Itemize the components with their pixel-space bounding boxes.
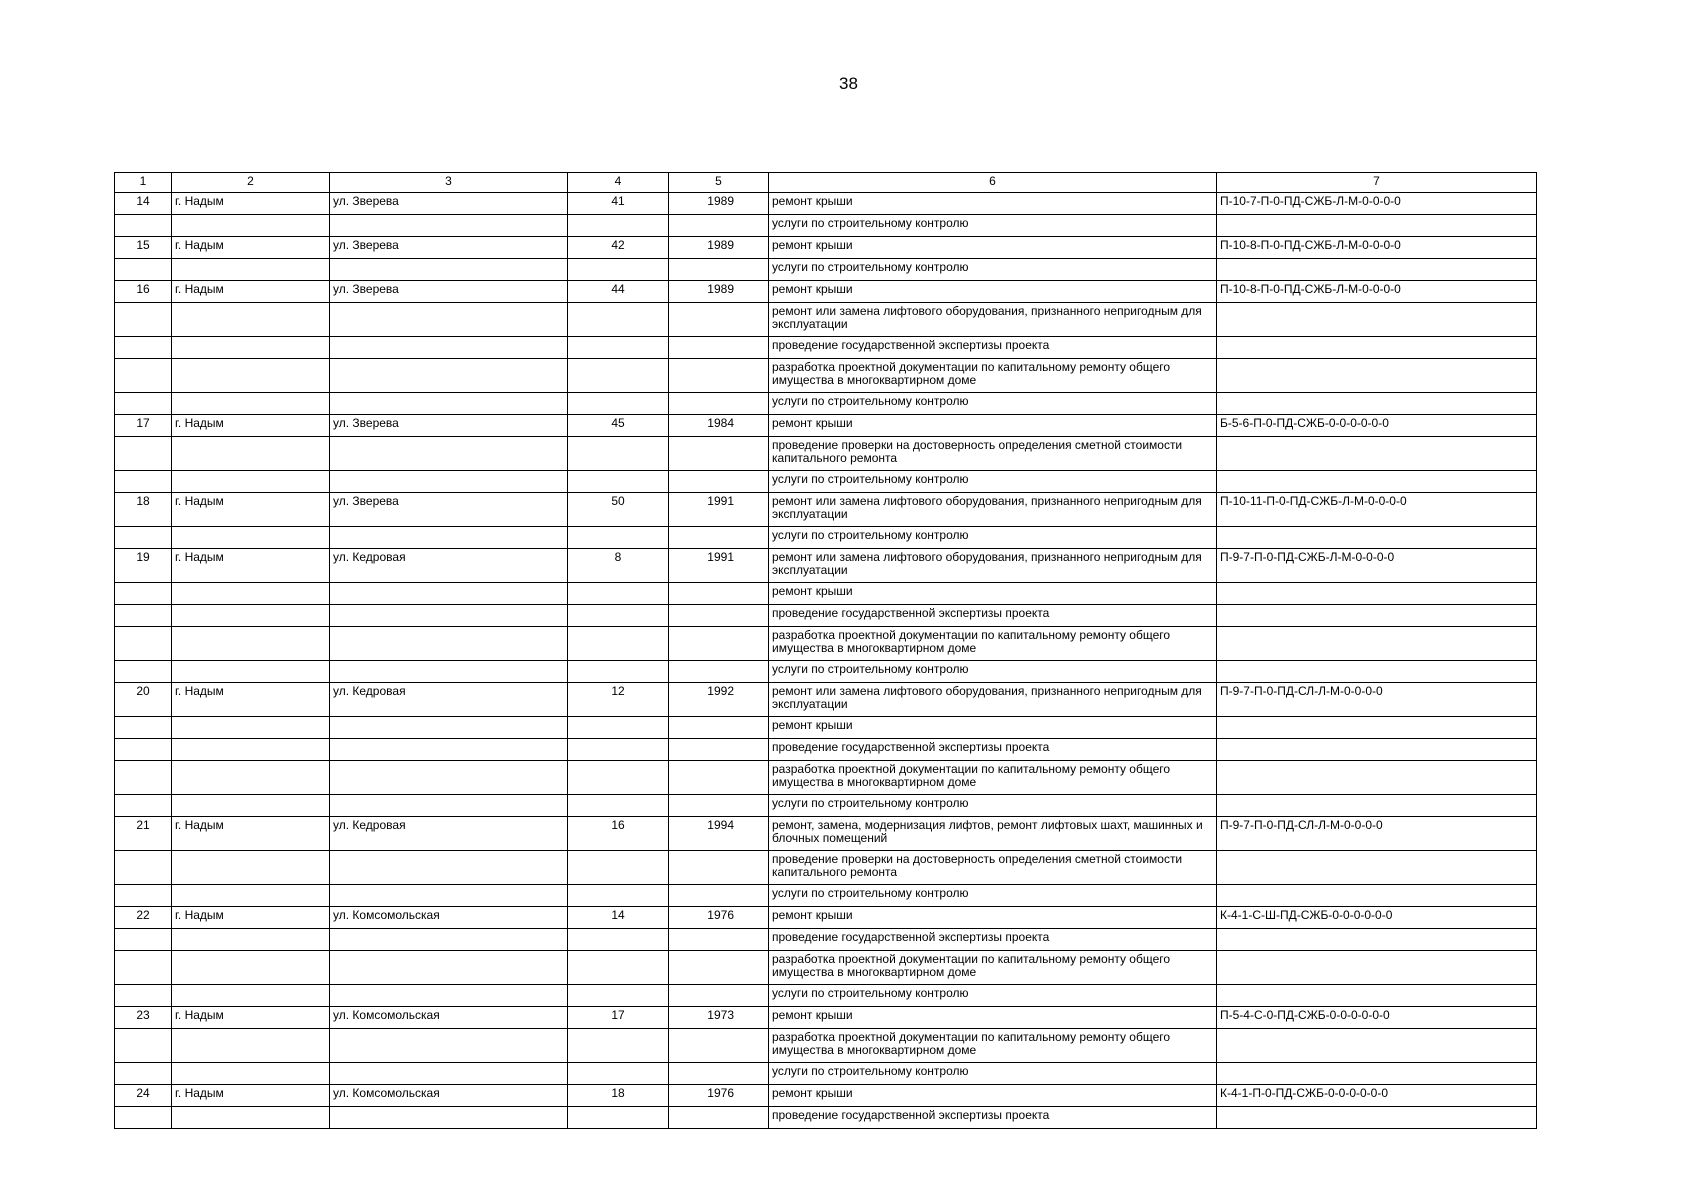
street-cell bbox=[330, 627, 568, 661]
year-cell bbox=[669, 393, 769, 415]
work-type-cell: ремонт крыши bbox=[769, 193, 1217, 215]
house-number-cell bbox=[568, 583, 669, 605]
row-number-cell bbox=[115, 583, 172, 605]
work-type-cell: услуги по строительному контролю bbox=[769, 471, 1217, 493]
house-number-cell: 17 bbox=[568, 1007, 669, 1029]
work-type-cell: ремонт крыши bbox=[769, 583, 1217, 605]
building-code-cell bbox=[1217, 929, 1537, 951]
city-cell bbox=[172, 851, 330, 885]
year-cell: 1989 bbox=[669, 281, 769, 303]
house-number-cell: 41 bbox=[568, 193, 669, 215]
street-cell bbox=[330, 795, 568, 817]
row-number-cell bbox=[115, 1029, 172, 1063]
building-code-cell: П-9-7-П-0-ПД-СЛ-Л-М-0-0-0-0 bbox=[1217, 683, 1537, 717]
table-row bbox=[115, 303, 1537, 337]
table-row bbox=[115, 907, 1537, 929]
year-cell bbox=[669, 471, 769, 493]
column-header: 4 bbox=[568, 173, 669, 193]
house-number-cell bbox=[568, 627, 669, 661]
year-cell bbox=[669, 583, 769, 605]
city-cell bbox=[172, 259, 330, 281]
street-cell bbox=[330, 929, 568, 951]
table-row bbox=[115, 193, 1537, 215]
city-cell bbox=[172, 359, 330, 393]
table-row bbox=[115, 1085, 1537, 1107]
table-row bbox=[115, 605, 1537, 627]
building-code-cell: К-4-1-С-Ш-ПД-СЖБ-0-0-0-0-0-0 bbox=[1217, 907, 1537, 929]
house-number-cell bbox=[568, 795, 669, 817]
house-number-cell bbox=[568, 739, 669, 761]
building-code-cell bbox=[1217, 717, 1537, 739]
row-number-cell bbox=[115, 795, 172, 817]
building-code-cell bbox=[1217, 951, 1537, 985]
table-row bbox=[115, 215, 1537, 237]
city-cell bbox=[172, 393, 330, 415]
table-row bbox=[115, 549, 1537, 583]
work-type-cell: ремонт крыши bbox=[769, 717, 1217, 739]
house-number-cell bbox=[568, 761, 669, 795]
city-cell bbox=[172, 885, 330, 907]
street-cell bbox=[330, 437, 568, 471]
table-row bbox=[115, 717, 1537, 739]
row-number-cell bbox=[115, 761, 172, 795]
year-cell bbox=[669, 627, 769, 661]
city-cell bbox=[172, 1107, 330, 1129]
street-cell bbox=[330, 951, 568, 985]
street-cell bbox=[330, 259, 568, 281]
table-row bbox=[115, 951, 1537, 985]
street-cell bbox=[330, 393, 568, 415]
table-row bbox=[115, 281, 1537, 303]
house-number-cell bbox=[568, 851, 669, 885]
work-type-cell: услуги по строительному контролю bbox=[769, 1063, 1217, 1085]
street-cell bbox=[330, 471, 568, 493]
work-type-cell: ремонт или замена лифтового оборудования, признанного непригодным для эксплуатации bbox=[769, 683, 1217, 717]
table-row bbox=[115, 761, 1537, 795]
table-row bbox=[115, 237, 1537, 259]
year-cell: 1976 bbox=[669, 907, 769, 929]
house-number-cell: 44 bbox=[568, 281, 669, 303]
building-code-cell: Б-5-6-П-0-ПД-СЖБ-0-0-0-0-0-0 bbox=[1217, 415, 1537, 437]
building-code-cell bbox=[1217, 661, 1537, 683]
table-row bbox=[115, 437, 1537, 471]
table-row bbox=[115, 627, 1537, 661]
city-cell bbox=[172, 661, 330, 683]
building-code-cell bbox=[1217, 393, 1537, 415]
year-cell bbox=[669, 929, 769, 951]
row-number-cell bbox=[115, 1063, 172, 1085]
city-cell bbox=[172, 337, 330, 359]
street-cell bbox=[330, 985, 568, 1007]
house-number-cell bbox=[568, 1029, 669, 1063]
work-type-cell: ремонт крыши bbox=[769, 1007, 1217, 1029]
building-code-cell: П-9-7-П-0-ПД-СЛ-Л-М-0-0-0-0 bbox=[1217, 817, 1537, 851]
building-code-cell bbox=[1217, 851, 1537, 885]
city-cell bbox=[172, 605, 330, 627]
year-cell bbox=[669, 337, 769, 359]
table-row bbox=[115, 1007, 1537, 1029]
street-cell bbox=[330, 605, 568, 627]
work-type-cell: ремонт или замена лифтового оборудования, признанного непригодным для эксплуатации bbox=[769, 493, 1217, 527]
table-body bbox=[115, 193, 1537, 1129]
table-row bbox=[115, 1029, 1537, 1063]
year-cell bbox=[669, 951, 769, 985]
year-cell bbox=[669, 985, 769, 1007]
house-number-cell bbox=[568, 393, 669, 415]
row-number-cell bbox=[115, 393, 172, 415]
building-code-cell bbox=[1217, 1029, 1537, 1063]
building-code-cell: П-10-7-П-0-ПД-СЖБ-Л-М-0-0-0-0 bbox=[1217, 193, 1537, 215]
street-cell bbox=[330, 885, 568, 907]
city-cell: г. Надым bbox=[172, 683, 330, 717]
row-number-cell: 20 bbox=[115, 683, 172, 717]
building-code-cell: П-9-7-П-0-ПД-СЖБ-Л-М-0-0-0-0 bbox=[1217, 549, 1537, 583]
work-type-cell: разработка проектной документации по капитальному ремонту общего имущества в многоквартирном доме bbox=[769, 359, 1217, 393]
building-code-cell bbox=[1217, 437, 1537, 471]
building-code-cell bbox=[1217, 885, 1537, 907]
year-cell bbox=[669, 259, 769, 281]
city-cell: г. Надым bbox=[172, 907, 330, 929]
year-cell: 1989 bbox=[669, 193, 769, 215]
year-cell bbox=[669, 661, 769, 683]
street-cell bbox=[330, 851, 568, 885]
row-number-cell bbox=[115, 1107, 172, 1129]
house-number-cell bbox=[568, 929, 669, 951]
row-number-cell bbox=[115, 471, 172, 493]
row-number-cell: 21 bbox=[115, 817, 172, 851]
house-number-cell bbox=[568, 337, 669, 359]
building-code-cell bbox=[1217, 795, 1537, 817]
house-number-cell bbox=[568, 527, 669, 549]
year-cell bbox=[669, 1107, 769, 1129]
row-number-cell: 14 bbox=[115, 193, 172, 215]
register-table bbox=[114, 172, 1537, 1129]
row-number-cell: 22 bbox=[115, 907, 172, 929]
street-cell bbox=[330, 739, 568, 761]
row-number-cell bbox=[115, 851, 172, 885]
street-cell bbox=[330, 1107, 568, 1129]
work-type-cell: услуги по строительному контролю bbox=[769, 985, 1217, 1007]
work-type-cell: разработка проектной документации по капитальному ремонту общего имущества в многоквартирном доме bbox=[769, 951, 1217, 985]
year-cell bbox=[669, 527, 769, 549]
building-code-cell bbox=[1217, 259, 1537, 281]
city-cell bbox=[172, 583, 330, 605]
work-type-cell: услуги по строительному контролю bbox=[769, 215, 1217, 237]
year-cell bbox=[669, 885, 769, 907]
street-cell bbox=[330, 761, 568, 795]
street-cell: ул. Зверева bbox=[330, 237, 568, 259]
house-number-cell bbox=[568, 885, 669, 907]
building-code-cell bbox=[1217, 1063, 1537, 1085]
city-cell bbox=[172, 795, 330, 817]
building-code-cell: П-10-11-П-0-ПД-СЖБ-Л-М-0-0-0-0 bbox=[1217, 493, 1537, 527]
row-number-cell bbox=[115, 951, 172, 985]
street-cell: ул. Зверева bbox=[330, 281, 568, 303]
table-row bbox=[115, 1063, 1537, 1085]
street-cell bbox=[330, 661, 568, 683]
header-row bbox=[115, 173, 1537, 193]
house-number-cell bbox=[568, 661, 669, 683]
city-cell bbox=[172, 303, 330, 337]
building-code-cell: П-10-8-П-0-ПД-СЖБ-Л-М-0-0-0-0 bbox=[1217, 281, 1537, 303]
house-number-cell bbox=[568, 717, 669, 739]
house-number-cell: 50 bbox=[568, 493, 669, 527]
page-number: 38 bbox=[839, 74, 858, 93]
work-type-cell: ремонт крыши bbox=[769, 907, 1217, 929]
city-cell: г. Надым bbox=[172, 415, 330, 437]
street-cell bbox=[330, 1063, 568, 1085]
row-number-cell bbox=[115, 739, 172, 761]
street-cell bbox=[330, 215, 568, 237]
city-cell bbox=[172, 437, 330, 471]
building-code-cell bbox=[1217, 985, 1537, 1007]
work-type-cell: ремонт крыши bbox=[769, 237, 1217, 259]
house-number-cell: 16 bbox=[568, 817, 669, 851]
house-number-cell bbox=[568, 303, 669, 337]
work-type-cell: услуги по строительному контролю bbox=[769, 795, 1217, 817]
street-cell: ул. Кедровая bbox=[330, 683, 568, 717]
street-cell bbox=[330, 359, 568, 393]
work-type-cell: ремонт крыши bbox=[769, 1085, 1217, 1107]
row-number-cell: 15 bbox=[115, 237, 172, 259]
row-number-cell: 17 bbox=[115, 415, 172, 437]
year-cell bbox=[669, 795, 769, 817]
building-code-cell bbox=[1217, 303, 1537, 337]
year-cell bbox=[669, 1063, 769, 1085]
house-number-cell: 42 bbox=[568, 237, 669, 259]
house-number-cell bbox=[568, 471, 669, 493]
street-cell: ул. Кедровая bbox=[330, 817, 568, 851]
table-row bbox=[115, 527, 1537, 549]
year-cell bbox=[669, 359, 769, 393]
street-cell: ул. Зверева bbox=[330, 193, 568, 215]
table-row bbox=[115, 683, 1537, 717]
city-cell bbox=[172, 1029, 330, 1063]
row-number-cell bbox=[115, 929, 172, 951]
work-type-cell: ремонт или замена лифтового оборудования, признанного непригодным для эксплуатации bbox=[769, 303, 1217, 337]
table-row bbox=[115, 817, 1537, 851]
work-type-cell: услуги по строительному контролю bbox=[769, 885, 1217, 907]
table-row bbox=[115, 851, 1537, 885]
work-type-cell: проведение проверки на достоверность определения сметной стоимости капитального ремонта bbox=[769, 851, 1217, 885]
row-number-cell bbox=[115, 527, 172, 549]
work-type-cell: ремонт крыши bbox=[769, 415, 1217, 437]
house-number-cell bbox=[568, 359, 669, 393]
building-code-cell bbox=[1217, 215, 1537, 237]
house-number-cell: 18 bbox=[568, 1085, 669, 1107]
building-code-cell bbox=[1217, 583, 1537, 605]
table-row bbox=[115, 493, 1537, 527]
work-type-cell: ремонт крыши bbox=[769, 281, 1217, 303]
row-number-cell bbox=[115, 303, 172, 337]
table-row bbox=[115, 661, 1537, 683]
work-type-cell: услуги по строительному контролю bbox=[769, 527, 1217, 549]
building-code-cell bbox=[1217, 471, 1537, 493]
house-number-cell: 8 bbox=[568, 549, 669, 583]
city-cell: г. Надым bbox=[172, 493, 330, 527]
house-number-cell bbox=[568, 951, 669, 985]
house-number-cell bbox=[568, 215, 669, 237]
year-cell bbox=[669, 303, 769, 337]
year-cell: 1984 bbox=[669, 415, 769, 437]
year-cell: 1991 bbox=[669, 493, 769, 527]
street-cell bbox=[330, 303, 568, 337]
year-cell bbox=[669, 1029, 769, 1063]
table-row bbox=[115, 415, 1537, 437]
year-cell: 1992 bbox=[669, 683, 769, 717]
house-number-cell bbox=[568, 437, 669, 471]
row-number-cell bbox=[115, 661, 172, 683]
row-number-cell bbox=[115, 605, 172, 627]
row-number-cell bbox=[115, 885, 172, 907]
row-number-cell: 23 bbox=[115, 1007, 172, 1029]
work-type-cell: услуги по строительному контролю bbox=[769, 393, 1217, 415]
table-row bbox=[115, 985, 1537, 1007]
street-cell bbox=[330, 1029, 568, 1063]
row-number-cell bbox=[115, 215, 172, 237]
table-row bbox=[115, 471, 1537, 493]
year-cell: 1973 bbox=[669, 1007, 769, 1029]
column-header: 6 bbox=[769, 173, 1217, 193]
work-type-cell: проведение государственной экспертизы проекта bbox=[769, 337, 1217, 359]
work-type-cell: разработка проектной документации по капитальному ремонту общего имущества в многоквартирном доме bbox=[769, 761, 1217, 795]
street-cell bbox=[330, 527, 568, 549]
row-number-cell: 19 bbox=[115, 549, 172, 583]
work-type-cell: проведение государственной экспертизы проекта bbox=[769, 605, 1217, 627]
table-row bbox=[115, 739, 1537, 761]
row-number-cell bbox=[115, 627, 172, 661]
building-code-cell: П-10-8-П-0-ПД-СЖБ-Л-М-0-0-0-0 bbox=[1217, 237, 1537, 259]
building-code-cell bbox=[1217, 739, 1537, 761]
street-cell: ул. Комсомольская bbox=[330, 1085, 568, 1107]
work-type-cell: разработка проектной документации по капитальному ремонту общего имущества в многоквартирном доме bbox=[769, 1029, 1217, 1063]
city-cell bbox=[172, 1063, 330, 1085]
city-cell: г. Надым bbox=[172, 1007, 330, 1029]
table-row bbox=[115, 359, 1537, 393]
street-cell: ул. Зверева bbox=[330, 493, 568, 527]
work-type-cell: услуги по строительному контролю bbox=[769, 259, 1217, 281]
city-cell bbox=[172, 929, 330, 951]
work-type-cell: услуги по строительному контролю bbox=[769, 661, 1217, 683]
city-cell: г. Надым bbox=[172, 237, 330, 259]
house-number-cell bbox=[568, 1063, 669, 1085]
building-code-cell: П-5-4-С-0-ПД-СЖБ-0-0-0-0-0-0 bbox=[1217, 1007, 1537, 1029]
building-code-cell: К-4-1-П-0-ПД-СЖБ-0-0-0-0-0-0 bbox=[1217, 1085, 1537, 1107]
year-cell: 1994 bbox=[669, 817, 769, 851]
year-cell bbox=[669, 717, 769, 739]
year-cell: 1976 bbox=[669, 1085, 769, 1107]
building-code-cell bbox=[1217, 1107, 1537, 1129]
year-cell bbox=[669, 761, 769, 795]
building-code-cell bbox=[1217, 527, 1537, 549]
row-number-cell bbox=[115, 985, 172, 1007]
work-type-cell: проведение проверки на достоверность определения сметной стоимости капитального ремонта bbox=[769, 437, 1217, 471]
table-row bbox=[115, 795, 1537, 817]
row-number-cell: 16 bbox=[115, 281, 172, 303]
building-code-cell bbox=[1217, 359, 1537, 393]
row-number-cell bbox=[115, 437, 172, 471]
city-cell bbox=[172, 527, 330, 549]
street-cell bbox=[330, 337, 568, 359]
city-cell bbox=[172, 761, 330, 795]
work-type-cell: проведение государственной экспертизы проекта bbox=[769, 739, 1217, 761]
column-header: 5 bbox=[669, 173, 769, 193]
year-cell bbox=[669, 215, 769, 237]
house-number-cell: 14 bbox=[568, 907, 669, 929]
table-row bbox=[115, 1107, 1537, 1129]
city-cell bbox=[172, 739, 330, 761]
city-cell: г. Надым bbox=[172, 817, 330, 851]
table-row bbox=[115, 583, 1537, 605]
street-cell: ул. Комсомольская bbox=[330, 1007, 568, 1029]
table-row bbox=[115, 393, 1537, 415]
year-cell bbox=[669, 437, 769, 471]
city-cell bbox=[172, 471, 330, 493]
row-number-cell: 18 bbox=[115, 493, 172, 527]
year-cell: 1991 bbox=[669, 549, 769, 583]
house-number-cell: 12 bbox=[568, 683, 669, 717]
work-type-cell: разработка проектной документации по капитальному ремонту общего имущества в многоквартирном доме bbox=[769, 627, 1217, 661]
street-cell: ул. Кедровая bbox=[330, 549, 568, 583]
street-cell: ул. Комсомольская bbox=[330, 907, 568, 929]
house-number-cell bbox=[568, 605, 669, 627]
city-cell bbox=[172, 627, 330, 661]
building-code-cell bbox=[1217, 761, 1537, 795]
house-number-cell bbox=[568, 259, 669, 281]
column-header: 7 bbox=[1217, 173, 1537, 193]
row-number-cell bbox=[115, 337, 172, 359]
row-number-cell: 24 bbox=[115, 1085, 172, 1107]
house-number-cell bbox=[568, 985, 669, 1007]
street-cell bbox=[330, 583, 568, 605]
city-cell: г. Надым bbox=[172, 1085, 330, 1107]
street-cell bbox=[330, 717, 568, 739]
work-type-cell: проведение государственной экспертизы проекта bbox=[769, 1107, 1217, 1129]
year-cell bbox=[669, 739, 769, 761]
city-cell bbox=[172, 215, 330, 237]
row-number-cell bbox=[115, 259, 172, 281]
row-number-cell bbox=[115, 359, 172, 393]
column-header: 2 bbox=[172, 173, 330, 193]
city-cell bbox=[172, 951, 330, 985]
table-row bbox=[115, 885, 1537, 907]
building-code-cell bbox=[1217, 337, 1537, 359]
row-number-cell bbox=[115, 717, 172, 739]
city-cell: г. Надым bbox=[172, 281, 330, 303]
building-code-cell bbox=[1217, 627, 1537, 661]
work-type-cell: ремонт или замена лифтового оборудования, признанного непригодным для эксплуатации bbox=[769, 549, 1217, 583]
table-row bbox=[115, 259, 1537, 281]
house-number-cell: 45 bbox=[568, 415, 669, 437]
work-type-cell: проведение государственной экспертизы проекта bbox=[769, 929, 1217, 951]
street-cell: ул. Зверева bbox=[330, 415, 568, 437]
table-row bbox=[115, 337, 1537, 359]
year-cell: 1989 bbox=[669, 237, 769, 259]
year-cell bbox=[669, 851, 769, 885]
city-cell bbox=[172, 717, 330, 739]
building-code-cell bbox=[1217, 605, 1537, 627]
table-row bbox=[115, 929, 1537, 951]
column-header: 1 bbox=[115, 173, 172, 193]
column-header: 3 bbox=[330, 173, 568, 193]
house-number-cell bbox=[568, 1107, 669, 1129]
year-cell bbox=[669, 605, 769, 627]
city-cell: г. Надым bbox=[172, 193, 330, 215]
city-cell: г. Надым bbox=[172, 549, 330, 583]
city-cell bbox=[172, 985, 330, 1007]
work-type-cell: ремонт, замена, модернизация лифтов, ремонт лифтовых шахт, машинных и блочных помещений bbox=[769, 817, 1217, 851]
